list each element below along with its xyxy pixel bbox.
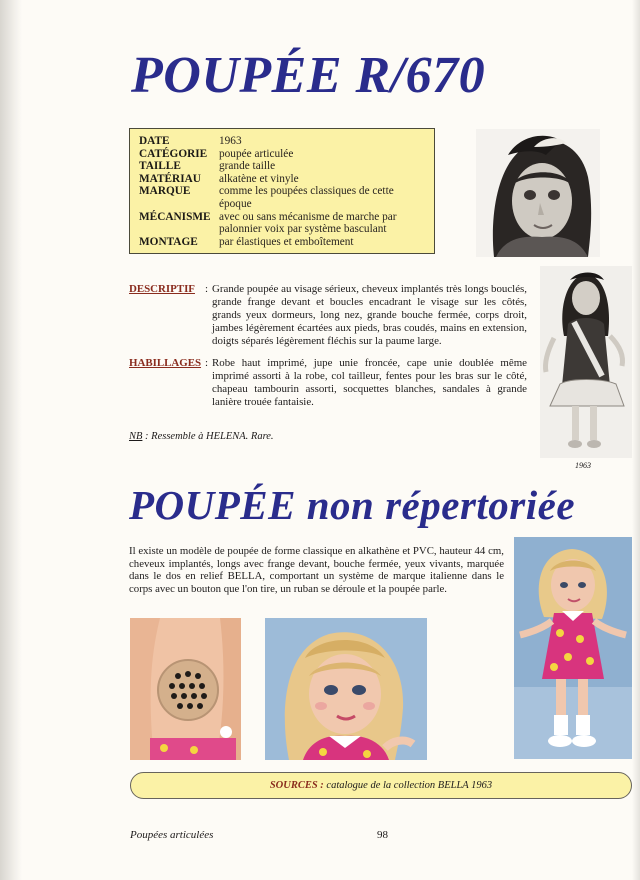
- info-key: MARQUE: [139, 185, 191, 198]
- info-row-date: [139, 135, 434, 148]
- info-table: [129, 128, 435, 254]
- info-row-marque: [139, 185, 434, 210]
- nb-text: : Ressemble à HELENA. Rare.: [142, 431, 274, 442]
- info-key: MÉCANISME: [139, 210, 211, 223]
- descriptif-label: DESCRIPTIF: [129, 283, 195, 295]
- nb-prefix: NB: [129, 431, 143, 442]
- sources-label: SOURCES :: [269, 780, 324, 791]
- page-number: 98: [377, 829, 388, 841]
- footer-section-name: Poupées articulées: [130, 829, 214, 841]
- info-value: grande taille: [219, 160, 276, 173]
- doll-head-photo: [476, 129, 600, 257]
- info-value: 1963: [219, 135, 242, 147]
- descriptif-colon: :: [205, 283, 209, 295]
- habillages-section: [129, 357, 527, 409]
- info-value: poupée articulée: [219, 147, 294, 160]
- info-value: alkatène et vinyle: [219, 172, 299, 185]
- habillages-label: HABILLAGES: [129, 357, 202, 369]
- doll-portrait-photo: [265, 618, 427, 760]
- page-title: POUPÉE R/670: [131, 47, 486, 104]
- info-row-montage: [139, 236, 434, 249]
- nb-note: [129, 431, 274, 442]
- info-key: MONTAGE: [139, 235, 198, 248]
- page-binding-shadow: [0, 0, 22, 880]
- photo-caption: 1963: [575, 461, 591, 470]
- intro-paragraph: Il existe un modèle de poupée de forme classique en alkathène et PVC, hauteur 44 cm, cheveux implantés, longs avec frange devant, bouche fermée, yeux vivants, marquée dans le dos en relief BELLA, comportant un système de marque italienne dans le corps avec un bouton que l'on tire, un ruban se déroule et la poupée parle.: [129, 545, 504, 595]
- sources-text: catalogue de la collection BELLA 1963: [323, 780, 493, 791]
- doll-pink-dress-photo: [514, 537, 632, 759]
- info-key: DATE: [139, 135, 170, 147]
- info-key: CATÉGORIE: [139, 147, 208, 160]
- voice-box-photo: [130, 618, 241, 760]
- info-key: TAILLE: [139, 160, 181, 173]
- info-value: comme les poupées classiques de cette époque: [219, 185, 394, 210]
- descriptif-section: [129, 283, 527, 348]
- section-title: POUPÉE non répertoriée: [129, 482, 576, 528]
- info-row-mecanisme: [139, 211, 434, 236]
- descriptif-text: Grande poupée au visage sérieux, cheveux implantés très longs bouclés, grande frange devant et boucles encadrant le visage sur les côtés, grands yeux dormeurs, long nez, grande bouche fermée, corps droit, jambes légèrement écartées aux pieds, bras coudés, mains en extension, doigts séparés légèrement fléchis sur la paume large.: [212, 283, 527, 347]
- habillages-text: Robe haut imprimé, jupe unie froncée, cape unie doublée même imprimé assorti à la robe, col tailleur, fentes pour les bras sur le côté, chapeau tambourin assorti, socquettes blanches, sandales à grande lanière trouée fantaisie.: [212, 357, 527, 408]
- sources-banner: [130, 772, 632, 799]
- info-key: MATÉRIAU: [139, 172, 201, 185]
- info-row-materiau: [139, 173, 434, 186]
- doll-full-photo: [540, 266, 632, 458]
- info-value: avec ou sans mécanisme de marche par palonnier voix par système basculant: [219, 210, 397, 236]
- info-row-categorie: [139, 148, 434, 161]
- info-row-taille: [139, 160, 434, 173]
- info-value: par élastiques et emboîtement: [219, 235, 354, 248]
- page-edge-shadow: [632, 0, 640, 880]
- habillages-colon: :: [205, 357, 209, 369]
